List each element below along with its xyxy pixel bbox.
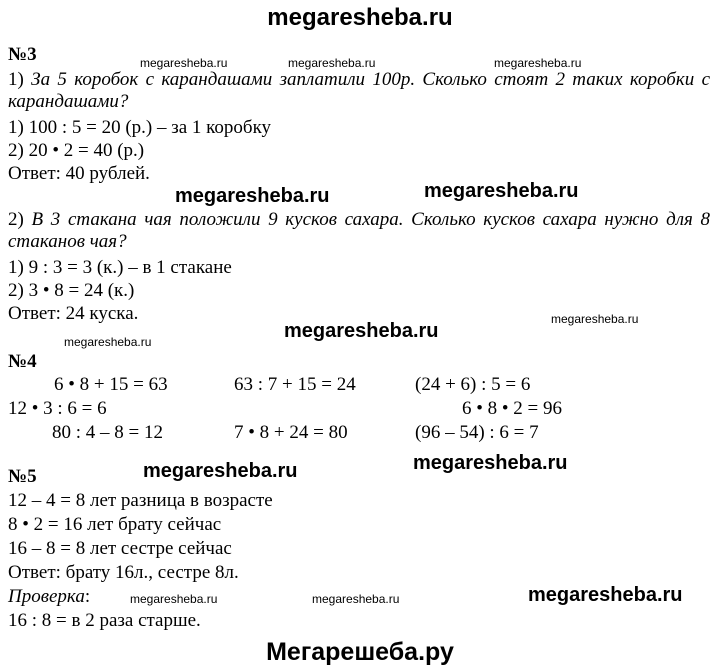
task3-problem1-step-2: 2) 20 • 2 = 40 (р.) xyxy=(8,140,145,161)
watermark-big: megaresheba.ru xyxy=(175,185,330,207)
task4-equation: 7 • 8 + 24 = 80 xyxy=(234,422,348,443)
task3-problem1-step-1: 1) 100 : 5 = 20 (р.) – за 1 коробку xyxy=(8,117,272,138)
task5-line-4: Ответ: брату 16л., сестре 8л. xyxy=(8,562,239,583)
task4-heading: №4 xyxy=(8,351,37,372)
task3-problem2-text: В 3 стакана чая положили 9 кусков сахара. Сколько кусков сахара нужно для 8 стаканов чая? xyxy=(8,209,710,252)
watermark-small: megaresheba.ru xyxy=(64,335,152,349)
task5-check-label: Проверка xyxy=(8,586,85,607)
task5-line-3: 16 – 8 = 8 лет сестре сейчас xyxy=(8,538,232,559)
watermark-small: megaresheba.ru xyxy=(140,56,228,70)
task3-problem1-answer: Ответ: 40 рублей. xyxy=(8,163,150,184)
task5-line-1: 12 – 4 = 8 лет разница в возрасте xyxy=(8,490,273,511)
task4-equation: (96 – 54) : 6 = 7 xyxy=(415,422,539,443)
watermark-big: megaresheba.ru xyxy=(424,180,579,202)
task5-check xyxy=(8,586,90,608)
task3-problem2-step-1: 1) 9 : 3 = 3 (к.) – в 1 стакане xyxy=(8,257,232,278)
task3-problem1-text: За 5 коробок с карандашами заплатили 100р. Сколько стоят 2 таких коробки с карандашами? xyxy=(8,69,710,112)
task3-problem2 xyxy=(8,209,710,253)
task5-check-line: 16 : 8 = в 2 раза старше. xyxy=(8,610,201,631)
watermark-big: megaresheba.ru xyxy=(284,320,439,342)
watermark-small: megaresheba.ru xyxy=(551,312,639,326)
task4-equation: 6 • 8 + 15 = 63 xyxy=(54,374,168,395)
task5-line-2: 8 • 2 = 16 лет брату сейчас xyxy=(8,514,222,535)
watermark-small: megaresheba.ru xyxy=(312,592,400,606)
task3-problem2-answer: Ответ: 24 куска. xyxy=(8,303,139,324)
site-header-title: megaresheba.ru xyxy=(267,4,453,31)
task4-equation: 80 : 4 – 8 = 12 xyxy=(52,422,163,443)
task3-heading: №3 xyxy=(8,44,37,65)
task4-equation: 12 • 3 : 6 = 6 xyxy=(8,398,107,419)
watermark-big: megaresheba.ru xyxy=(143,460,298,482)
watermark-big: megaresheba.ru xyxy=(528,584,683,606)
task3-problem2-step-2: 2) 3 • 8 = 24 (к.) xyxy=(8,280,135,301)
task4-equation: 63 : 7 + 15 = 24 xyxy=(234,374,356,395)
task4-equation: (24 + 6) : 5 = 6 xyxy=(415,374,531,395)
task4-equation: 6 • 8 • 2 = 96 xyxy=(462,398,563,419)
watermark-small: megaresheba.ru xyxy=(494,56,582,70)
task5-check-colon: : xyxy=(84,586,91,607)
task3-problem1-number: 1) xyxy=(8,69,24,90)
watermark-small: megaresheba.ru xyxy=(130,592,218,606)
site-footer-title: Мегарешеба.ру xyxy=(266,638,454,666)
task3-problem2-number: 2) xyxy=(8,209,24,230)
task5-heading: №5 xyxy=(8,466,37,487)
task3-problem1 xyxy=(8,69,710,113)
watermark-big: megaresheba.ru xyxy=(413,452,568,474)
watermark-small: megaresheba.ru xyxy=(288,56,376,70)
